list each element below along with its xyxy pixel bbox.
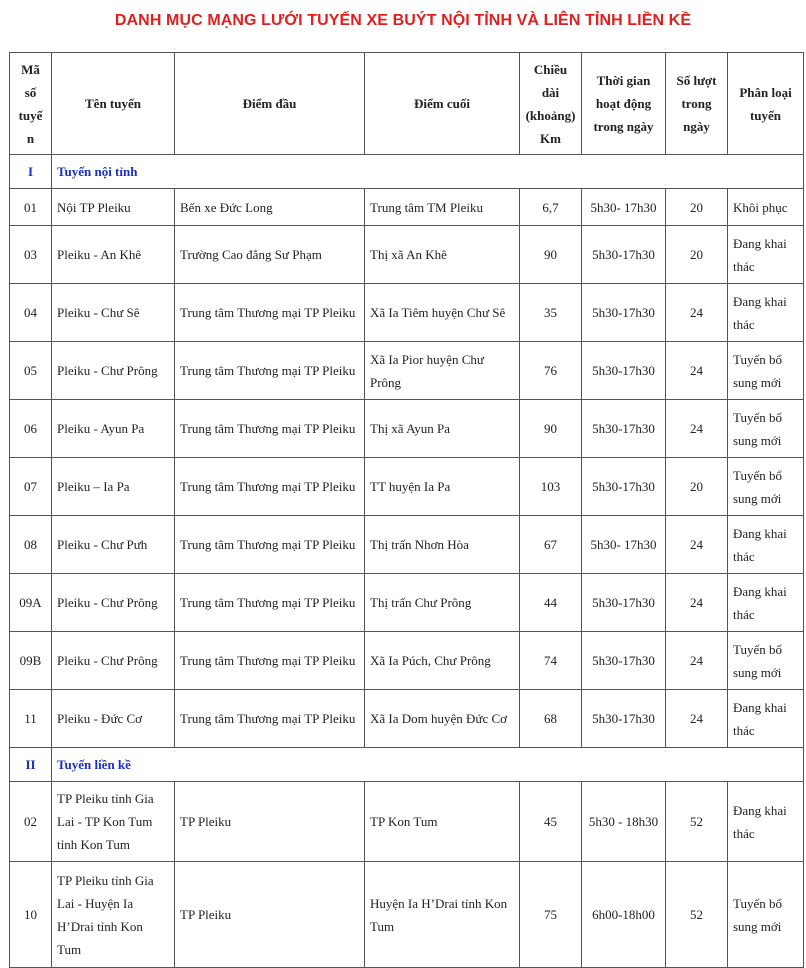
text-line: 6,7 [542,199,559,215]
text-line: 5h30 - 18h30 [588,814,659,829]
header-start [175,53,365,155]
daily-trips [666,782,728,862]
route-name [52,632,175,690]
operating-hours [582,342,666,400]
text-line: Trung tâm Thương mại TP Pleiku [180,595,356,610]
text-line: sung mới [733,918,782,934]
table-row [10,342,804,400]
end-point [365,574,520,632]
end-point [365,400,520,458]
table-row [10,690,804,748]
text-line: 5h30- 17h30 [590,199,657,215]
text-line: Trung tâm TM Pleiku [370,199,484,215]
route-code [10,574,52,632]
text-line: Thị trấn Nhơn Hòa [370,537,469,552]
route-length [520,342,582,400]
route-table [9,52,804,968]
text-line: 07 [24,479,37,494]
text-line: Đang khai [733,235,787,251]
text-line: 35 [544,305,557,320]
route-name [52,400,175,458]
text-line: Trung tâm Thương mại TP Pleiku [180,305,356,320]
text-line: TP Pleiku [180,907,232,922]
text-line: Đang khai [733,583,787,599]
header-row [10,53,804,155]
route-length [520,400,582,458]
header-time [582,53,666,155]
text-line: thác [733,258,755,274]
route-code [10,862,52,968]
header-end [365,53,520,155]
route-type [728,189,804,226]
text-line: Trung tâm Thương mại TP Pleiku [180,537,356,552]
section-row [10,155,804,189]
route-name [52,189,175,226]
text-line: tỉnh Kon Tum [57,837,130,852]
text-line: Đang khai [733,293,787,309]
start-point [175,862,365,968]
operating-hours [582,226,666,284]
table-row [10,189,804,226]
daily-trips [666,400,728,458]
text-line: 24 [690,595,703,610]
text-line: số [24,84,37,100]
text-line: Trung tâm Thương mại TP Pleiku [180,653,356,668]
text-line: Nội TP Pleiku [57,199,131,215]
text-line: thác [733,722,755,738]
daily-trips [666,189,728,226]
route-code [10,284,52,342]
operating-hours [582,782,666,862]
text-line: 09B [19,653,42,668]
text-line: Xã Ia Púch, Chư Prông [370,653,491,668]
text-line: 5h30- 17h30 [590,537,657,552]
route-length [520,458,582,516]
text-line: Lai - TP Kon Tum [57,814,153,829]
text-line: 5h30-17h30 [592,711,655,726]
text-line: hoạt động [595,96,652,111]
route-length [520,862,582,968]
route-type [728,226,804,284]
route-length [520,632,582,690]
text-line: 03 [24,247,37,262]
end-point [365,782,520,862]
text-line: Tuyến bổ [733,895,783,911]
route-code [10,458,52,516]
text-line: Trung tâm Thương mại TP Pleiku [180,421,356,436]
text-line: Xã Ia Dom huyện Đức Cơ [370,711,508,726]
text-line: 74 [544,653,557,668]
text-line: 10 [24,907,37,922]
operating-hours [582,458,666,516]
end-point [365,862,520,968]
text-line: Pleiku - Chư Pưh [57,537,148,552]
daily-trips [666,574,728,632]
route-code [10,400,52,458]
header-length [520,53,582,155]
route-name [52,690,175,748]
text-line: H’Drai tỉnh Kon [57,918,143,934]
route-length [520,574,582,632]
end-point [365,189,520,226]
table-row [10,782,804,862]
text-line: dài [541,84,560,100]
text-line: 20 [690,479,703,494]
daily-trips [666,284,728,342]
text-line: 5h30-17h30 [592,595,655,610]
text-line: 5h30-17h30 [592,421,655,436]
route-type [728,458,804,516]
text-line: Trung tâm Thương mại TP Pleiku [180,711,356,726]
route-name [52,782,175,862]
text-line: 5h30-17h30 [592,247,655,262]
text-line: Phân loại [739,84,792,100]
text-line: 02 [24,814,37,829]
table-row [10,862,804,968]
text-line: 11 [24,711,37,726]
text-line: Tuyến bổ [733,467,783,483]
header-trips [666,53,728,155]
text-line: 90 [544,247,557,262]
daily-trips [666,516,728,574]
route-code [10,226,52,284]
text-line: sung mới [733,664,782,680]
route-code [10,782,52,862]
text-line: 76 [544,363,557,378]
start-point [175,342,365,400]
table-row [10,458,804,516]
text-line: 24 [690,653,703,668]
table-body [10,155,804,968]
table-row [10,632,804,690]
end-point [365,516,520,574]
route-length [520,516,582,574]
section-row [10,748,804,782]
text-line: thác [733,825,755,841]
route-length [520,690,582,748]
table-row [10,284,804,342]
start-point [175,284,365,342]
text-line: Điểm đầu [242,96,297,111]
text-line: 06 [24,421,37,436]
operating-hours [582,516,666,574]
header-code [10,53,52,155]
text-line: Pleiku - Chư Prông [57,363,158,378]
route-length [520,782,582,862]
end-point [365,458,520,516]
text-line: TT huyện Ia Pa [370,479,451,494]
text-line: Bến xe Đức Long [180,199,273,215]
text-line: Đang khai [733,699,787,715]
operating-hours [582,632,666,690]
route-length [520,189,582,226]
text-line: thác [733,548,755,564]
start-point [175,458,365,516]
end-point [365,342,520,400]
section-name: Tuyến liền kề [52,748,804,782]
text-line: Xã Ia Tiêm huyện Chư Sê [370,305,506,320]
route-type [728,284,804,342]
text-line: 5h30-17h30 [592,653,655,668]
text-line: 05 [24,363,37,378]
text-line: Đang khai [733,802,787,818]
text-line: Km [540,130,561,146]
text-line: 04 [24,305,37,320]
route-name [52,574,175,632]
text-line: Đang khai [733,525,787,541]
text-line: 5h30-17h30 [592,363,655,378]
text-line: tuyến [18,107,43,146]
daily-trips [666,862,728,968]
section-number: I [10,155,52,189]
text-line: Prông [370,374,402,390]
start-point [175,632,365,690]
route-code [10,516,52,574]
end-point [365,284,520,342]
route-type [728,690,804,748]
text-line: Số lượt [676,73,717,88]
text-line: TP Pleiku tỉnh Gia [57,791,154,806]
operating-hours [582,400,666,458]
text-line: Pleiku - Đức Cơ [57,711,143,726]
route-type [728,342,804,400]
daily-trips [666,342,728,400]
text-line: Điểm cuối [414,96,470,111]
text-line: (khoảng) [525,107,576,123]
route-code [10,690,52,748]
route-type [728,782,804,862]
text-line: 24 [690,537,703,552]
route-length [520,226,582,284]
text-line: Thời gian [596,73,651,88]
start-point [175,516,365,574]
route-type [728,632,804,690]
text-line: 01 [24,199,37,215]
start-point [175,400,365,458]
start-point [175,782,365,862]
text-line: sung mới [733,432,782,448]
route-name [52,342,175,400]
text-line: 24 [690,363,703,378]
text-line: Thị xã Ayun Pa [370,421,451,436]
daily-trips [666,632,728,690]
text-line: Tên tuyến [85,96,141,111]
header-name [52,53,175,155]
text-line: TP Kon Tum [370,814,438,829]
text-line: Xã Ia Pior huyện Chư [370,351,484,367]
route-name [52,862,175,968]
text-line: 24 [690,421,703,436]
text-line: 08 [24,537,37,552]
operating-hours [582,690,666,748]
text-line: 24 [690,305,703,320]
section-name: Tuyến nội tỉnh [52,155,804,189]
route-name [52,516,175,574]
text-line: 6h00-18h00 [592,907,655,922]
text-line: sung mới [733,374,782,390]
daily-trips [666,690,728,748]
text-line: 24 [690,711,703,726]
text-line: Tum [57,941,82,957]
start-point [175,574,365,632]
page-title: DANH MỤC MẠNG LƯỚI TUYẾN XE BUÝT NỘI TỈNH VÀ LIÊN TỈNH LIỀN KỀ [114,12,692,29]
text-line: 67 [544,537,557,552]
text-line: 20 [690,199,703,215]
text-line: 44 [544,595,557,610]
route-type [728,862,804,968]
text-line: Pleiku - Chư Sê [57,305,140,320]
text-line: Huyện Ia H’Drai tỉnh Kon [370,895,508,911]
text-line: Mã [21,61,40,77]
table-row [10,400,804,458]
route-type [728,516,804,574]
operating-hours [582,189,666,226]
text-line: thác [733,606,755,622]
text-line: Thị trấn Chư Prông [370,595,472,610]
text-line: Tuyến bổ [733,641,783,657]
end-point [365,632,520,690]
route-name [52,458,175,516]
text-line: tuyến [749,107,782,123]
route-code [10,342,52,400]
text-line: Chiều [533,61,568,77]
table-row [10,226,804,284]
route-code [10,189,52,226]
daily-trips [666,458,728,516]
route-name [52,226,175,284]
text-line: 52 [690,814,703,829]
start-point [175,690,365,748]
text-line: trong [681,96,712,111]
text-line: Pleiku – Ia Pa [57,479,130,494]
route-name [52,284,175,342]
operating-hours [582,574,666,632]
text-line: Trường Cao đẳng Sư Phạm [180,247,322,262]
text-line: sung mới [733,490,782,506]
text-line: 90 [544,421,557,436]
end-point [365,226,520,284]
start-point [175,226,365,284]
text-line: 20 [690,247,703,262]
text-line: thác [733,316,755,332]
table-row [10,574,804,632]
text-line: TP Pleiku tỉnh Gia [57,872,154,888]
text-line: Khôi phục [733,199,788,215]
route-code [10,632,52,690]
header-type [728,53,804,155]
route-type [728,574,804,632]
text-line: 68 [544,711,557,726]
route-type [728,400,804,458]
route-length [520,284,582,342]
text-line: Tum [370,918,395,934]
end-point [365,690,520,748]
start-point [175,189,365,226]
daily-trips [666,226,728,284]
text-line: 52 [690,907,703,922]
text-line: Pleiku - An Khê [57,247,142,262]
text-line: 09A [19,595,42,610]
text-line: Thị xã An Khê [370,247,447,262]
operating-hours [582,862,666,968]
text-line: 45 [544,814,557,829]
text-line: trong ngày [593,119,654,134]
text-line: Trung tâm Thương mại TP Pleiku [180,479,356,494]
text-line: Tuyến bổ [733,351,783,367]
text-line: ngày [683,119,710,134]
text-line: Lai - Huyện Ia [57,895,134,911]
text-line: Tuyến bổ [733,409,783,425]
text-line: 5h30-17h30 [592,479,655,494]
table-row [10,516,804,574]
text-line: Pleiku - Chư Prông [57,595,158,610]
text-line: 103 [540,479,561,494]
text-line: 75 [544,907,557,922]
text-line: Pleiku - Ayun Pa [57,421,145,436]
text-line: Pleiku - Chư Prông [57,653,158,668]
text-line: TP Pleiku [180,814,232,829]
text-line: Trung tâm Thương mại TP Pleiku [180,363,356,378]
operating-hours [582,284,666,342]
section-number: II [10,748,52,782]
text-line: 5h30-17h30 [592,305,655,320]
